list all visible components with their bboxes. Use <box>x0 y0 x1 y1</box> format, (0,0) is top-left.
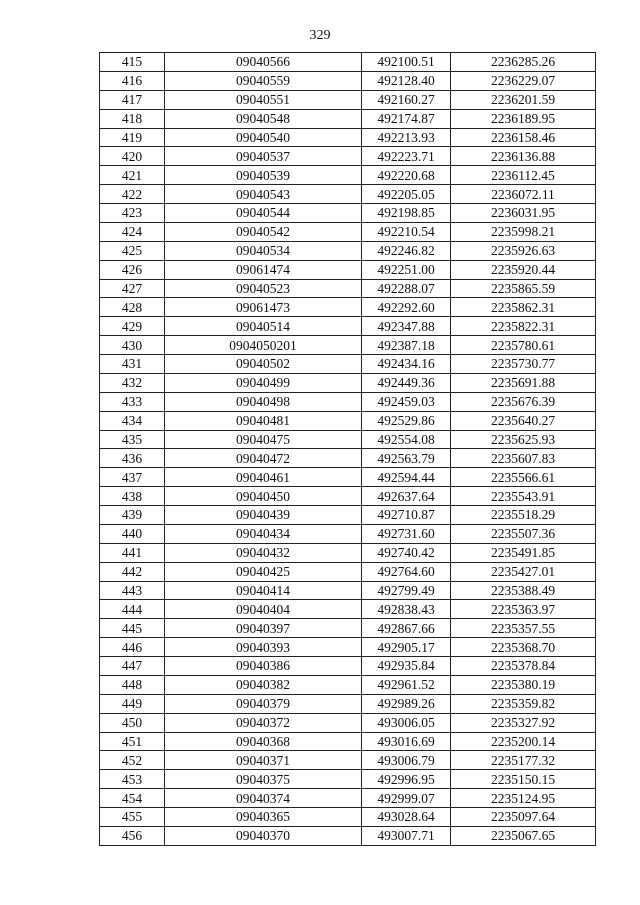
y-coordinate-cell: 2235607.83 <box>451 449 596 468</box>
point-id-cell: 09040543 <box>165 185 362 204</box>
row-number-cell: 442 <box>100 562 165 581</box>
point-id-cell: 09040397 <box>165 619 362 638</box>
table-row <box>100 260 596 279</box>
point-id-cell: 09040461 <box>165 468 362 487</box>
table-row <box>100 808 596 827</box>
row-number-cell: 430 <box>100 336 165 355</box>
x-coordinate-cell: 492637.64 <box>362 487 451 506</box>
row-number-cell: 453 <box>100 770 165 789</box>
y-coordinate-cell: 2235427.01 <box>451 562 596 581</box>
row-number-cell: 434 <box>100 411 165 430</box>
y-coordinate-cell: 2235363.97 <box>451 600 596 619</box>
point-id-cell: 09040548 <box>165 109 362 128</box>
table-row <box>100 524 596 543</box>
table-row <box>100 430 596 449</box>
point-id-cell: 0904050201 <box>165 336 362 355</box>
table-row <box>100 90 596 109</box>
row-number-cell: 428 <box>100 298 165 317</box>
table-row <box>100 713 596 732</box>
point-id-cell: 09040499 <box>165 373 362 392</box>
table-row <box>100 694 596 713</box>
table-row <box>100 241 596 260</box>
point-id-cell: 09040502 <box>165 355 362 374</box>
point-id-cell: 09040551 <box>165 90 362 109</box>
y-coordinate-cell: 2235862.31 <box>451 298 596 317</box>
table-row <box>100 506 596 525</box>
x-coordinate-cell: 492387.18 <box>362 336 451 355</box>
row-number-cell: 424 <box>100 222 165 241</box>
row-number-cell: 418 <box>100 109 165 128</box>
x-coordinate-cell: 492935.84 <box>362 657 451 676</box>
row-number-cell: 431 <box>100 355 165 374</box>
x-coordinate-cell: 492996.95 <box>362 770 451 789</box>
row-number-cell: 419 <box>100 128 165 147</box>
x-coordinate-cell: 492799.49 <box>362 581 451 600</box>
table-row <box>100 109 596 128</box>
point-id-cell: 09040539 <box>165 166 362 185</box>
table-row <box>100 298 596 317</box>
point-id-cell: 09040475 <box>165 430 362 449</box>
point-id-cell: 09040368 <box>165 732 362 751</box>
row-number-cell: 446 <box>100 638 165 657</box>
point-id-cell: 09040379 <box>165 694 362 713</box>
table-row <box>100 543 596 562</box>
row-number-cell: 432 <box>100 373 165 392</box>
y-coordinate-cell: 2235625.93 <box>451 430 596 449</box>
table-row <box>100 732 596 751</box>
row-number-cell: 435 <box>100 430 165 449</box>
point-id-cell: 09040450 <box>165 487 362 506</box>
y-coordinate-cell: 2235518.29 <box>451 506 596 525</box>
y-coordinate-cell: 2235676.39 <box>451 392 596 411</box>
y-coordinate-cell: 2236031.95 <box>451 204 596 223</box>
table-row <box>100 128 596 147</box>
row-number-cell: 444 <box>100 600 165 619</box>
point-id-cell: 09040370 <box>165 826 362 845</box>
table-row <box>100 770 596 789</box>
x-coordinate-cell: 492223.71 <box>362 147 451 166</box>
table-row <box>100 562 596 581</box>
table-row <box>100 392 596 411</box>
row-number-cell: 452 <box>100 751 165 770</box>
point-id-cell: 09040371 <box>165 751 362 770</box>
point-id-cell: 09040544 <box>165 204 362 223</box>
row-number-cell: 415 <box>100 53 165 72</box>
x-coordinate-cell: 493006.79 <box>362 751 451 770</box>
x-coordinate-cell: 492292.60 <box>362 298 451 317</box>
point-id-cell: 09040566 <box>165 53 362 72</box>
row-number-cell: 437 <box>100 468 165 487</box>
y-coordinate-cell: 2236072.11 <box>451 185 596 204</box>
point-id-cell: 09040498 <box>165 392 362 411</box>
x-coordinate-cell: 492529.86 <box>362 411 451 430</box>
table-row <box>100 789 596 808</box>
y-coordinate-cell: 2235730.77 <box>451 355 596 374</box>
table-row <box>100 166 596 185</box>
row-number-cell: 426 <box>100 260 165 279</box>
row-number-cell: 456 <box>100 826 165 845</box>
point-id-cell: 09040542 <box>165 222 362 241</box>
x-coordinate-cell: 492288.07 <box>362 279 451 298</box>
y-coordinate-cell: 2235920.44 <box>451 260 596 279</box>
y-coordinate-cell: 2235998.21 <box>451 222 596 241</box>
y-coordinate-cell: 2236189.95 <box>451 109 596 128</box>
x-coordinate-cell: 492838.43 <box>362 600 451 619</box>
row-number-cell: 455 <box>100 808 165 827</box>
row-number-cell: 449 <box>100 694 165 713</box>
table-row <box>100 657 596 676</box>
row-number-cell: 436 <box>100 449 165 468</box>
x-coordinate-cell: 493006.05 <box>362 713 451 732</box>
row-number-cell: 417 <box>100 90 165 109</box>
x-coordinate-cell: 492213.93 <box>362 128 451 147</box>
y-coordinate-cell: 2235640.27 <box>451 411 596 430</box>
row-number-cell: 441 <box>100 543 165 562</box>
y-coordinate-cell: 2235150.15 <box>451 770 596 789</box>
row-number-cell: 447 <box>100 657 165 676</box>
point-id-cell: 09040434 <box>165 524 362 543</box>
table-row <box>100 355 596 374</box>
y-coordinate-cell: 2235327.92 <box>451 713 596 732</box>
point-id-cell: 09040514 <box>165 317 362 336</box>
y-coordinate-cell: 2235543.91 <box>451 487 596 506</box>
y-coordinate-cell: 2235491.85 <box>451 543 596 562</box>
y-coordinate-cell: 2236201.59 <box>451 90 596 109</box>
page-number: 329 <box>309 28 331 43</box>
point-id-cell: 09040375 <box>165 770 362 789</box>
row-number-cell: 439 <box>100 506 165 525</box>
table-row <box>100 826 596 845</box>
point-id-cell: 09040481 <box>165 411 362 430</box>
table-row <box>100 619 596 638</box>
table-row <box>100 317 596 336</box>
x-coordinate-cell: 492434.16 <box>362 355 451 374</box>
table-row <box>100 600 596 619</box>
y-coordinate-cell: 2235822.31 <box>451 317 596 336</box>
row-number-cell: 433 <box>100 392 165 411</box>
table-row <box>100 373 596 392</box>
y-coordinate-cell: 2235368.70 <box>451 638 596 657</box>
x-coordinate-cell: 493016.69 <box>362 732 451 751</box>
x-coordinate-cell: 492867.66 <box>362 619 451 638</box>
y-coordinate-cell: 2235067.65 <box>451 826 596 845</box>
y-coordinate-cell: 2235200.14 <box>451 732 596 751</box>
x-coordinate-cell: 492449.36 <box>362 373 451 392</box>
y-coordinate-cell: 2235177.32 <box>451 751 596 770</box>
x-coordinate-cell: 492347.88 <box>362 317 451 336</box>
point-id-cell: 09040439 <box>165 506 362 525</box>
point-id-cell: 09040393 <box>165 638 362 657</box>
y-coordinate-cell: 2235926.63 <box>451 241 596 260</box>
y-coordinate-cell: 2236158.46 <box>451 128 596 147</box>
table-row <box>100 487 596 506</box>
x-coordinate-cell: 493007.71 <box>362 826 451 845</box>
point-id-cell: 09040414 <box>165 581 362 600</box>
row-number-cell: 454 <box>100 789 165 808</box>
x-coordinate-cell: 492160.27 <box>362 90 451 109</box>
x-coordinate-cell: 492563.79 <box>362 449 451 468</box>
y-coordinate-cell: 2235566.61 <box>451 468 596 487</box>
x-coordinate-cell: 492989.26 <box>362 694 451 713</box>
row-number-cell: 429 <box>100 317 165 336</box>
x-coordinate-cell: 492210.54 <box>362 222 451 241</box>
y-coordinate-cell: 2235124.95 <box>451 789 596 808</box>
point-id-cell: 09040432 <box>165 543 362 562</box>
point-id-cell: 09040374 <box>165 789 362 808</box>
x-coordinate-cell: 493028.64 <box>362 808 451 827</box>
x-coordinate-cell: 492961.52 <box>362 675 451 694</box>
row-number-cell: 420 <box>100 147 165 166</box>
point-id-cell: 09040540 <box>165 128 362 147</box>
y-coordinate-cell: 2235780.61 <box>451 336 596 355</box>
coordinates-table-body <box>100 53 596 846</box>
point-id-cell: 09040523 <box>165 279 362 298</box>
table-row <box>100 336 596 355</box>
row-number-cell: 451 <box>100 732 165 751</box>
row-number-cell: 423 <box>100 204 165 223</box>
point-id-cell: 09040425 <box>165 562 362 581</box>
x-coordinate-cell: 492205.05 <box>362 185 451 204</box>
row-number-cell: 427 <box>100 279 165 298</box>
point-id-cell: 09040537 <box>165 147 362 166</box>
y-coordinate-cell: 2235388.49 <box>451 581 596 600</box>
table-row <box>100 185 596 204</box>
row-number-cell: 422 <box>100 185 165 204</box>
coordinates-table <box>99 52 596 846</box>
table-row <box>100 71 596 90</box>
x-coordinate-cell: 492740.42 <box>362 543 451 562</box>
y-coordinate-cell: 2236136.88 <box>451 147 596 166</box>
point-id-cell: 09040386 <box>165 657 362 676</box>
table-row <box>100 675 596 694</box>
row-number-cell: 450 <box>100 713 165 732</box>
row-number-cell: 440 <box>100 524 165 543</box>
y-coordinate-cell: 2236229.07 <box>451 71 596 90</box>
x-coordinate-cell: 492251.00 <box>362 260 451 279</box>
x-coordinate-cell: 492100.51 <box>362 53 451 72</box>
x-coordinate-cell: 492554.08 <box>362 430 451 449</box>
table-row <box>100 449 596 468</box>
point-id-cell: 09061474 <box>165 260 362 279</box>
y-coordinate-cell: 2235357.55 <box>451 619 596 638</box>
x-coordinate-cell: 492905.17 <box>362 638 451 657</box>
x-coordinate-cell: 492594.44 <box>362 468 451 487</box>
point-id-cell: 09040382 <box>165 675 362 694</box>
point-id-cell: 09040559 <box>165 71 362 90</box>
row-number-cell: 448 <box>100 675 165 694</box>
table-row <box>100 147 596 166</box>
x-coordinate-cell: 492220.68 <box>362 166 451 185</box>
x-coordinate-cell: 492459.03 <box>362 392 451 411</box>
x-coordinate-cell: 492710.87 <box>362 506 451 525</box>
y-coordinate-cell: 2235865.59 <box>451 279 596 298</box>
y-coordinate-cell: 2236285.26 <box>451 53 596 72</box>
point-id-cell: 09040365 <box>165 808 362 827</box>
row-number-cell: 443 <box>100 581 165 600</box>
table-row <box>100 411 596 430</box>
table-row <box>100 279 596 298</box>
point-id-cell: 09040534 <box>165 241 362 260</box>
y-coordinate-cell: 2235378.84 <box>451 657 596 676</box>
x-coordinate-cell: 492174.87 <box>362 109 451 128</box>
y-coordinate-cell: 2235507.36 <box>451 524 596 543</box>
y-coordinate-cell: 2235359.82 <box>451 694 596 713</box>
x-coordinate-cell: 492731.60 <box>362 524 451 543</box>
row-number-cell: 416 <box>100 71 165 90</box>
table-row <box>100 581 596 600</box>
table-row <box>100 638 596 657</box>
x-coordinate-cell: 492246.82 <box>362 241 451 260</box>
row-number-cell: 445 <box>100 619 165 638</box>
table-row <box>100 468 596 487</box>
y-coordinate-cell: 2235691.88 <box>451 373 596 392</box>
x-coordinate-cell: 492128.40 <box>362 71 451 90</box>
table-row <box>100 204 596 223</box>
point-id-cell: 09040472 <box>165 449 362 468</box>
table-row <box>100 222 596 241</box>
point-id-cell: 09040372 <box>165 713 362 732</box>
point-id-cell: 09040404 <box>165 600 362 619</box>
y-coordinate-cell: 2235097.64 <box>451 808 596 827</box>
table-row <box>100 53 596 72</box>
table-row <box>100 751 596 770</box>
y-coordinate-cell: 2236112.45 <box>451 166 596 185</box>
point-id-cell: 09061473 <box>165 298 362 317</box>
row-number-cell: 438 <box>100 487 165 506</box>
x-coordinate-cell: 492999.07 <box>362 789 451 808</box>
x-coordinate-cell: 492764.60 <box>362 562 451 581</box>
row-number-cell: 425 <box>100 241 165 260</box>
row-number-cell: 421 <box>100 166 165 185</box>
y-coordinate-cell: 2235380.19 <box>451 675 596 694</box>
x-coordinate-cell: 492198.85 <box>362 204 451 223</box>
